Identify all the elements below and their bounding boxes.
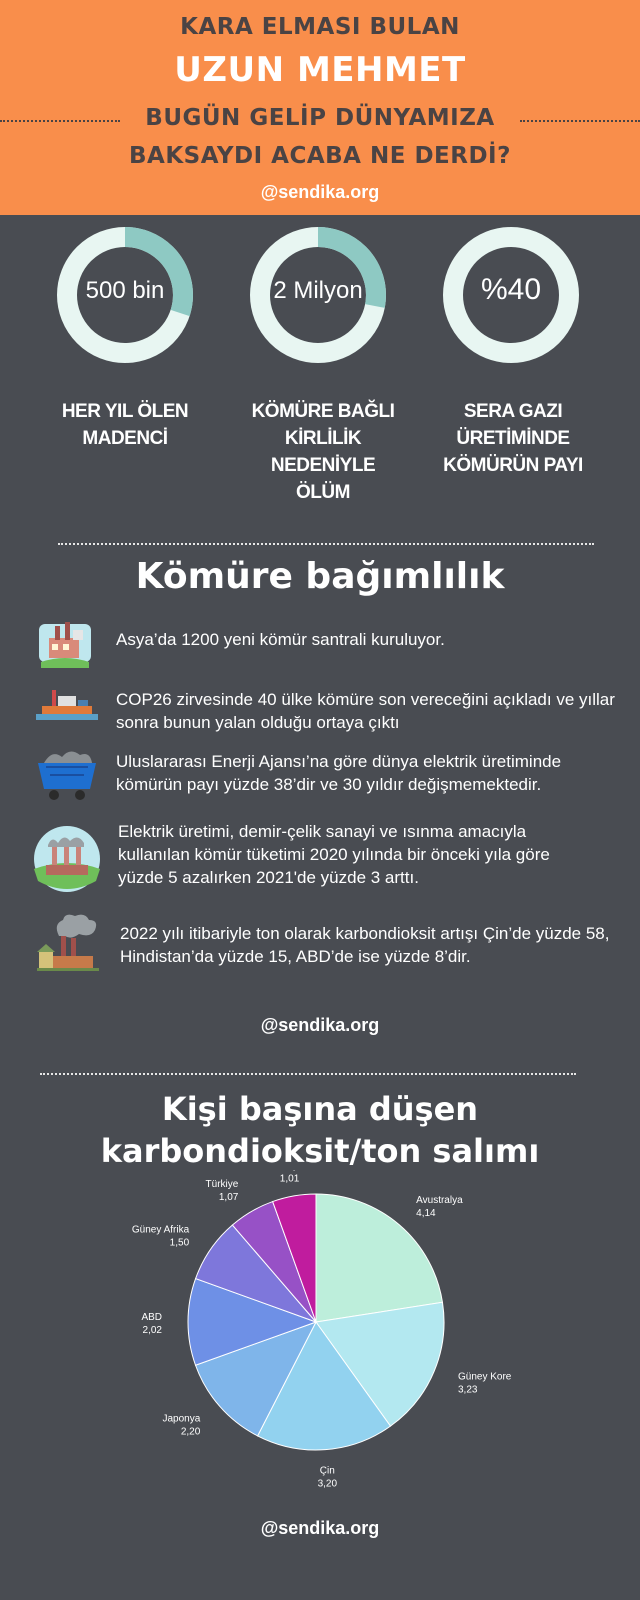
pie-value-label: 1,01	[279, 1173, 300, 1185]
stat-label-3: SERA GAZI ÜRETİMİNDE KÖMÜRÜN PAYI	[443, 401, 583, 476]
pie-value-label: 1,50	[169, 1237, 190, 1249]
coal-cart-icon	[32, 745, 102, 805]
pie-category-label: Güney Kore	[457, 1371, 512, 1383]
pie-category-label: Türkiye	[205, 1179, 239, 1191]
stat-value-2: 2 Milyon	[273, 277, 363, 304]
ship-icon	[32, 686, 102, 726]
power-plant-icon	[35, 616, 95, 674]
section-divider-2	[40, 1073, 576, 1075]
section1-source: @sendika.org	[260, 1015, 380, 1035]
pie-category-label: Güney Afrika	[131, 1224, 190, 1236]
stat-value-1: 500 bin	[85, 277, 165, 304]
stat-label-2: KÖMÜRE BAĞLI KİRLİLİK NEDENİYLE ÖLÜM	[251, 401, 395, 503]
stat-label-1: HER YIL ÖLEN MADENCİ	[61, 401, 189, 449]
section-title-dependence: Kömüre bağımlılık	[135, 556, 505, 597]
pie-value-label: 2,20	[180, 1426, 201, 1438]
chart-title-line-1: Kişi başına düşen	[161, 1090, 479, 1128]
smoking-factory-icon	[35, 910, 105, 974]
fact-text-3: Uluslararası Enerji Ajansı’na göre dünya elektrik üretiminde kömürün payı yüzde 38’dir ve 30 yıldır değişmemektedir.	[116, 752, 562, 794]
pie-category-label: ABD	[141, 1311, 163, 1323]
pie-category-label: Japonya	[162, 1413, 201, 1425]
co2-per-capita-pie-chart	[0, 1170, 640, 1505]
pie-category-label: Avustralya	[416, 1195, 463, 1207]
factory-landscape-icon	[30, 825, 104, 893]
section-divider-1	[58, 543, 594, 545]
header-line-1: KARA ELMASI BULAN	[180, 14, 460, 40]
header-source: @sendika.org	[260, 182, 380, 202]
fact-text-2: COP26 zirvesinde 40 ülke kömüre son vereceğini açıkladı ve yıllar sonra bunun yalan olduğu ortaya çıktı	[116, 690, 615, 732]
section2-source: @sendika.org	[260, 1518, 380, 1538]
fact-text-5: 2022 yılı itibariyle ton olarak karbondioksit artışı Çin’de yüzde 58, Hindistan’da yüzde 15, ABD’de ise yüzde 8’dir.	[120, 924, 610, 966]
header-banner	[0, 0, 640, 215]
pie-value-label: 3,23	[457, 1384, 478, 1396]
chart-title-line-2: karbondioksit/ton salımı	[100, 1132, 540, 1170]
pie-value-label: 2,02	[142, 1324, 163, 1336]
pie-value-label: 1,07	[218, 1192, 239, 1204]
header-line-4: BAKSAYDI ACABA NE DERDİ?	[129, 143, 511, 169]
header-line-3: BUGÜN GELİP DÜNYAMIZA	[145, 105, 495, 131]
stat-value-3: %40	[480, 273, 542, 306]
pie-value-label: 3,20	[317, 1478, 338, 1490]
pie-value-label: 4,14	[416, 1208, 436, 1220]
pie-category-label	[275, 1170, 304, 1171]
pie-category-label: Çin	[319, 1465, 335, 1477]
fact-text-4: Elektrik üretimi, demir-çelik sanayi ve ısınma amacıyla kullanılan kömür tüketimi 2020 yılında bir önceki yıla göre yüzde 5 azalırken 2021'de yüzde 3 arttı.	[118, 822, 550, 887]
fact-text-1: Asya’da 1200 yeni kömür santrali kuruluyor.	[116, 630, 445, 649]
header-line-2: UZUN MEHMET	[174, 50, 466, 90]
